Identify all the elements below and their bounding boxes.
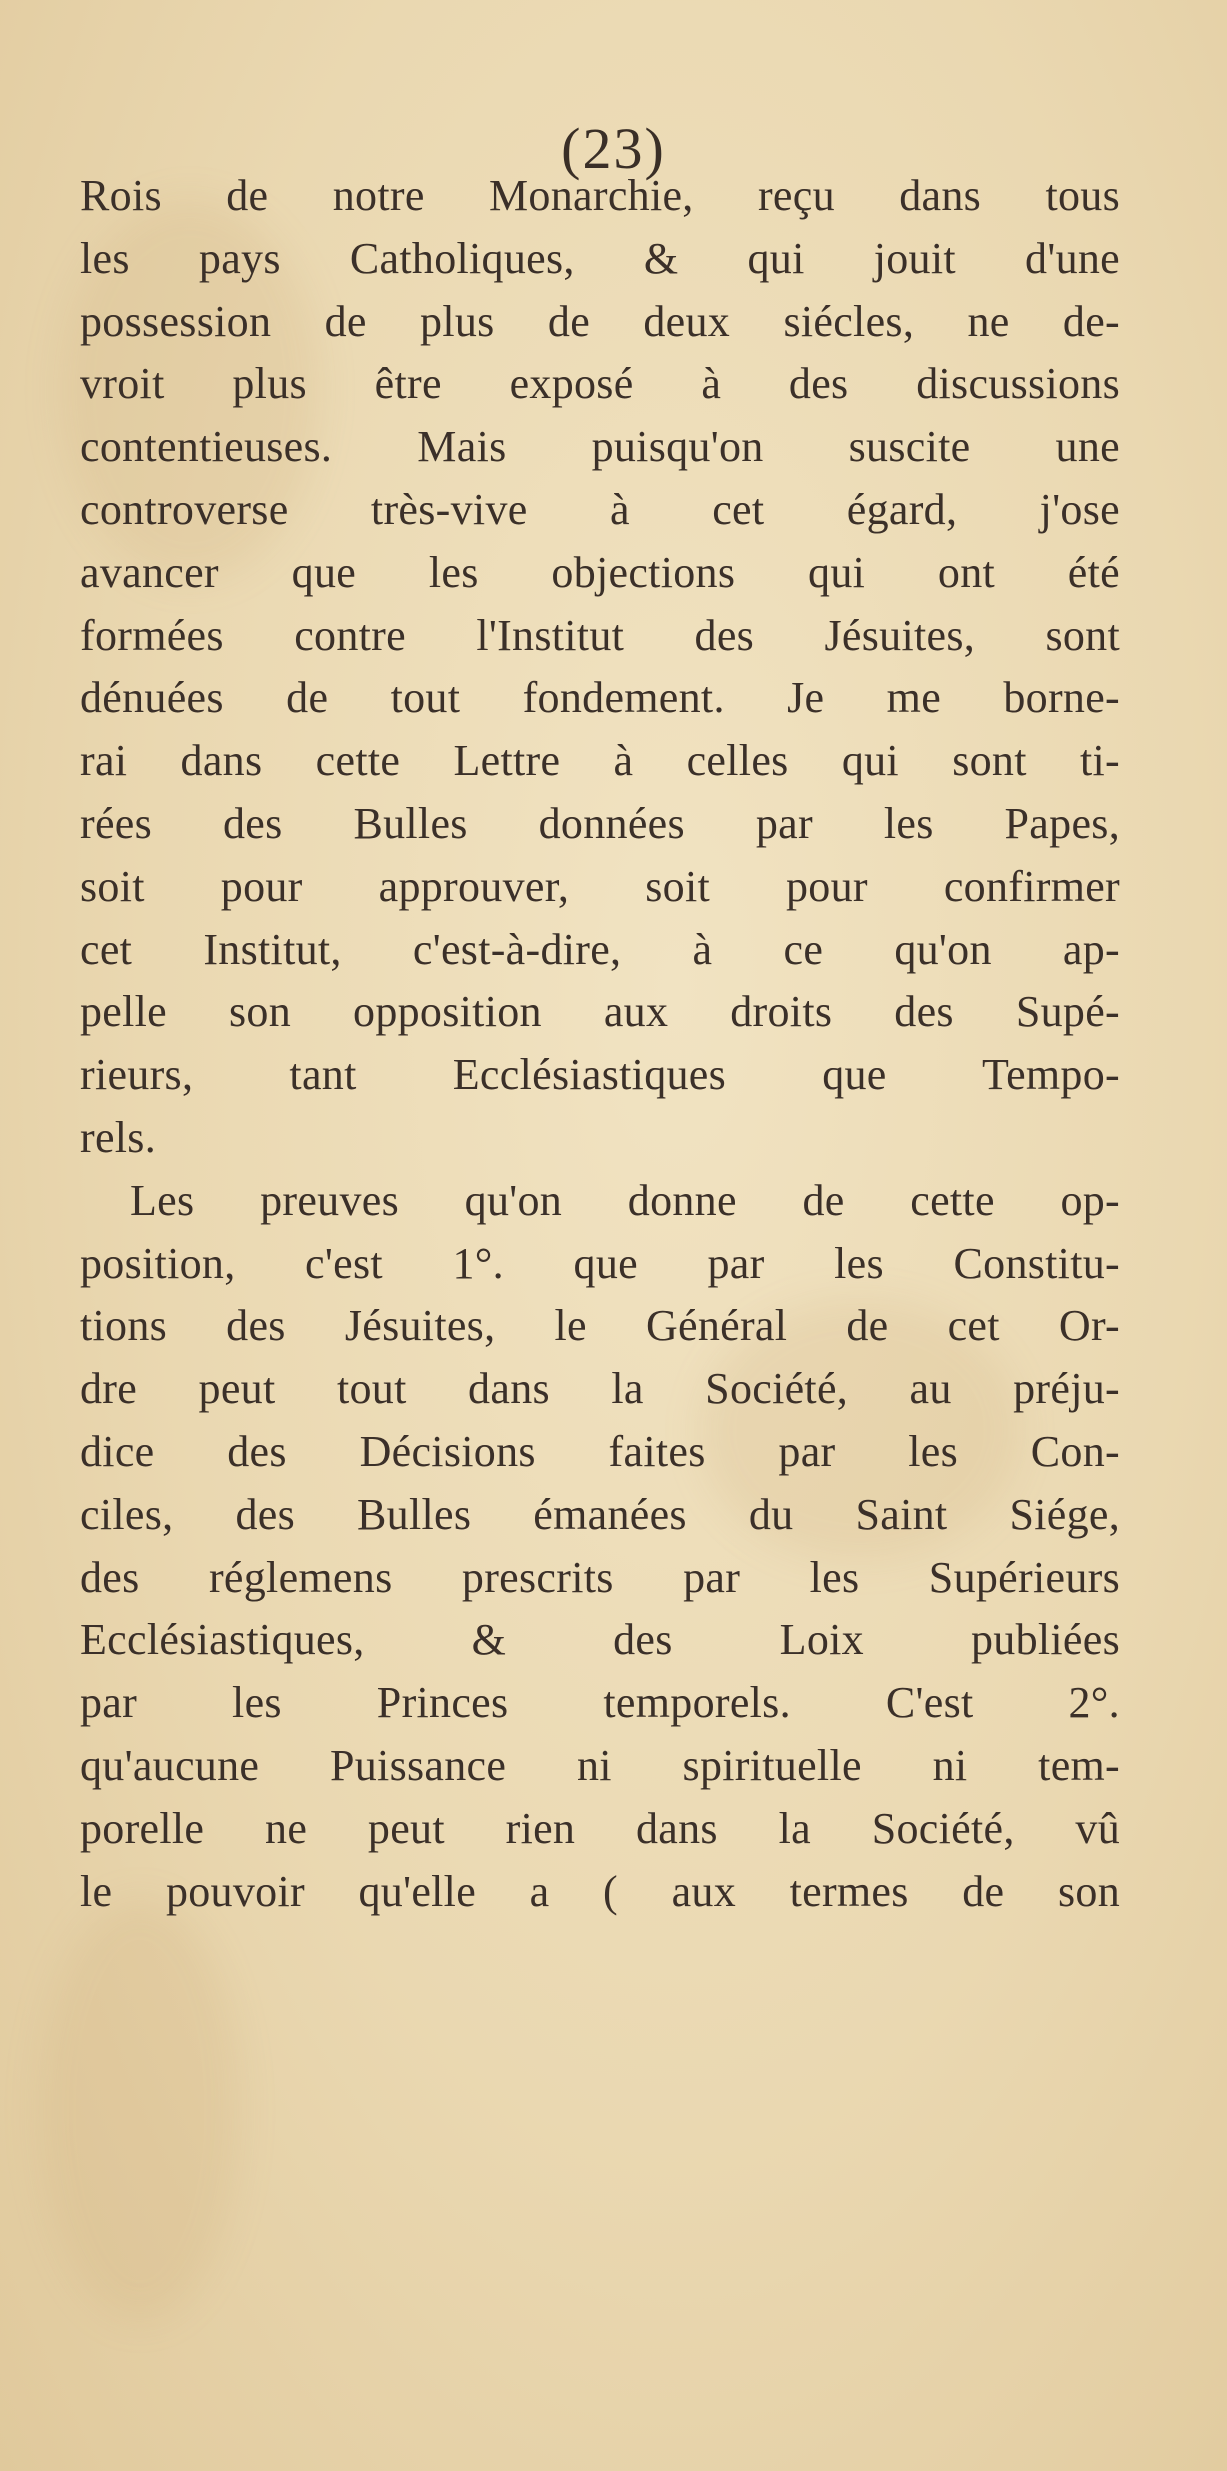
text-line: dre peut tout dans la Société, au préju-: [80, 1364, 1120, 1414]
text-line: controverse très-vive à cet égard, j'ose: [80, 484, 1120, 534]
text-line: Rois de notre Monarchie, reçu dans tous: [80, 171, 1120, 220]
text-line: rieurs, tant Ecclésiastiques que Tempo-: [80, 1050, 1120, 1100]
text-line: par les Princes temporels. C'est 2°.: [80, 1678, 1120, 1728]
text-line: dice des Décisions faites par les Con-: [80, 1426, 1120, 1476]
paragraph-1: [80, 165, 1120, 1170]
text-line: vroit plus être exposé à des discussions: [80, 359, 1120, 409]
text-line: soit pour approuver, soit pour confirmer: [80, 861, 1120, 911]
text-line: qu'aucune Puissance ni spirituelle ni tem-: [80, 1740, 1120, 1790]
text-line: pelle son opposition aux droits des Supé-: [80, 987, 1120, 1037]
text-line: porelle ne peut rien dans la Société, vû: [80, 1803, 1120, 1853]
paragraph-2: [80, 1170, 1120, 1924]
text-line: possession de plus de deux siécles, ne de-: [80, 296, 1120, 346]
text-body: [80, 165, 1120, 1923]
page-number: (23): [561, 116, 666, 181]
text-line: le pouvoir qu'elle a ( aux termes de son: [80, 1866, 1120, 1916]
text-line: position, c'est 1°. que par les Constitu-: [80, 1238, 1120, 1288]
text-line: cet Institut, c'est-à-dire, à ce qu'on ap-: [80, 924, 1120, 974]
text-line: rai dans cette Lettre à celles qui sont ti-: [80, 736, 1120, 786]
text-line: Ecclésiastiques, & des Loix publiées: [80, 1615, 1120, 1665]
text-line: rels.: [80, 1112, 157, 1162]
paper-stain: [40, 1900, 240, 2320]
text-line: des réglemens prescrits par les Supérieurs: [80, 1552, 1120, 1602]
text-line: Les preuves qu'on donne de cette op-: [130, 1175, 1120, 1225]
text-line: les pays Catholiques, & qui jouit d'une: [80, 233, 1120, 283]
text-line: tions des Jésuites, le Général de cet Or-: [80, 1301, 1120, 1351]
text-line: dénuées de tout fondement. Je me borne-: [80, 673, 1120, 723]
text-line: ciles, des Bulles émanées du Saint Siége,: [80, 1489, 1120, 1539]
text-line: contentieuses. Mais puisqu'on suscite une: [80, 422, 1120, 472]
text-line: avancer que les objections qui ont été: [80, 547, 1120, 597]
text-line: rées des Bulles données par les Papes,: [80, 798, 1120, 848]
text-line: formées contre l'Institut des Jésuites, sont: [80, 610, 1120, 660]
